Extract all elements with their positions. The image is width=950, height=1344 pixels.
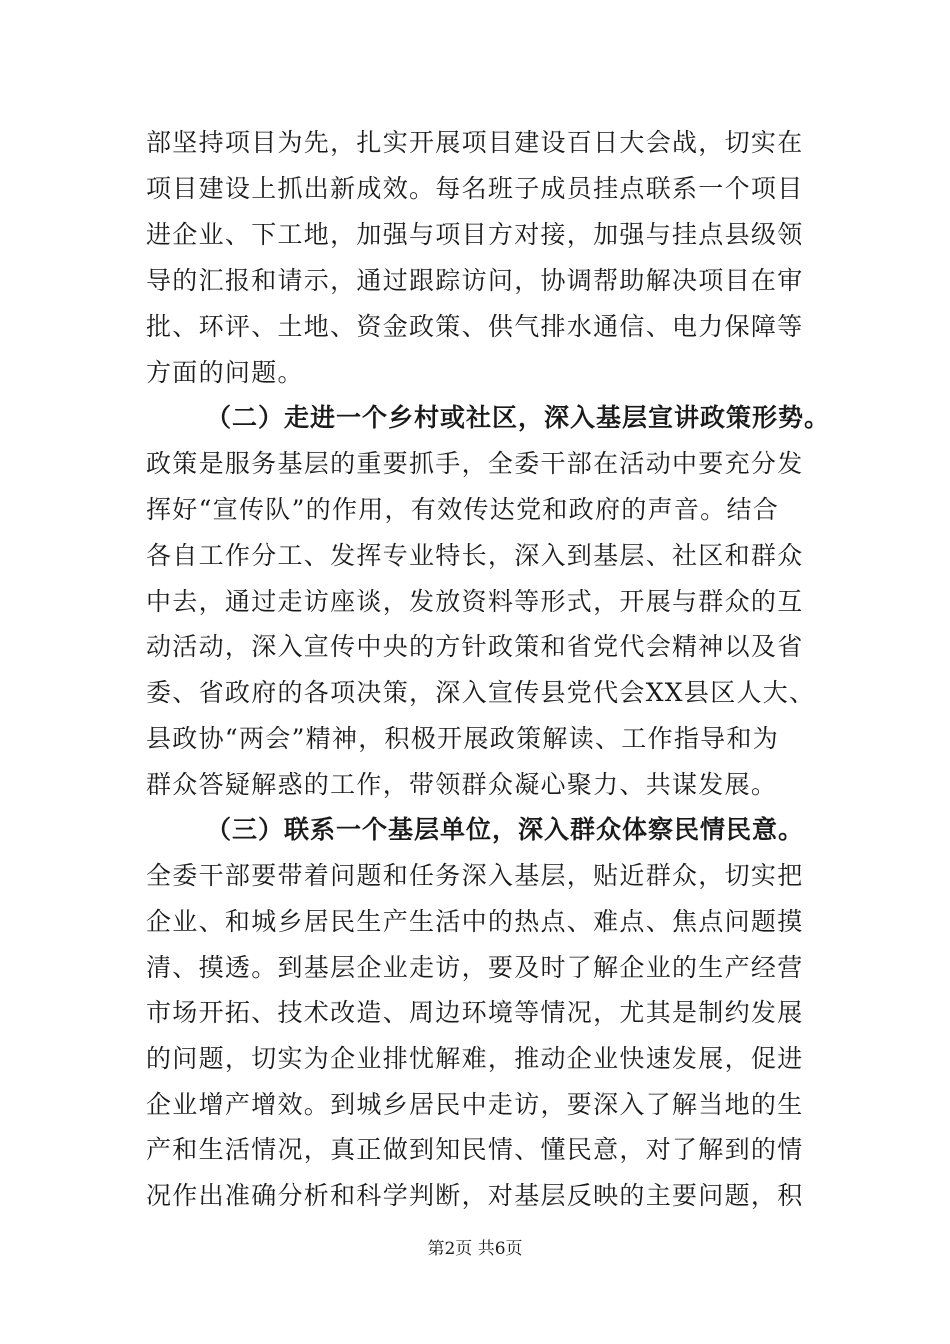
body-line: 动活动，深入宣传中央的方针政策和省党代会精神以及省	[146, 632, 804, 661]
body-line: 企业、和城乡居民生产生活中的热点、难点、焦点问题摸	[146, 907, 804, 936]
body-line: 清、摸透。到基层企业走访，要及时了解企业的生产经营	[146, 953, 804, 982]
body-line: 项目建设上抓出新成效。每名班子成员挂点联系一个项目	[146, 174, 804, 203]
body-line: 的问题，切实为企业排忧解难，推动企业快速发展，促进	[146, 1044, 804, 1073]
body-line: 挥好“宣传队”的作用，有效传达党和政府的声音。结合	[146, 495, 780, 524]
body-line: 产和生活情况，真正做到知民情、懂民意，对了解到的情	[146, 1135, 804, 1164]
body-line: 进企业、下工地，加强与项目方对接，加强与挂点县级领	[146, 220, 804, 249]
section-heading-3: （三）联系一个基层单位，深入群众体察民情民意。	[206, 815, 805, 844]
body-line: 导的汇报和请示，通过跟踪访问，协调帮助解决项目在审	[146, 266, 804, 295]
body-line: 政策是服务基层的重要抓手，全委干部在活动中要充分发	[146, 449, 804, 478]
page-number-footer: 第2页 共6页	[427, 1239, 523, 1259]
body-line: 方面的问题。	[146, 358, 304, 387]
body-line: 况作出准确分析和科学判断，对基层反映的主要问题，积	[146, 1181, 804, 1210]
body-line: 各自工作分工、发挥专业特长，深入到基层、社区和群众	[146, 541, 804, 570]
body-line: 全委干部要带着问题和任务深入基层，贴近群众，切实把	[146, 861, 804, 890]
section-heading-2: （二）走进一个乡村或社区，深入基层宣讲政策形势。	[206, 403, 831, 432]
body-line: 部坚持项目为先，扎实开展项目建设百日大会战，切实在	[146, 128, 804, 157]
body-line: 委、省政府的各项决策，深入宣传县党代会XX县区人大、	[146, 678, 816, 707]
body-line: 县政协“两会”精神，积极开展政策解读、工作指导和为	[146, 724, 780, 753]
body-line: 中去，通过走访座谈，发放资料等形式，开展与群众的互	[146, 587, 804, 616]
body-line: 群众答疑解惑的工作，带领群众凝心聚力、共谋发展。	[146, 770, 778, 799]
body-line: 批、环评、土地、资金政策、供气排水通信、电力保障等	[146, 312, 804, 341]
body-line: 企业增产增效。到城乡居民中走访，要深入了解当地的生	[146, 1090, 804, 1119]
body-line: 市场开拓、技术改造、周边环境等情况，尤其是制约发展	[146, 998, 804, 1027]
